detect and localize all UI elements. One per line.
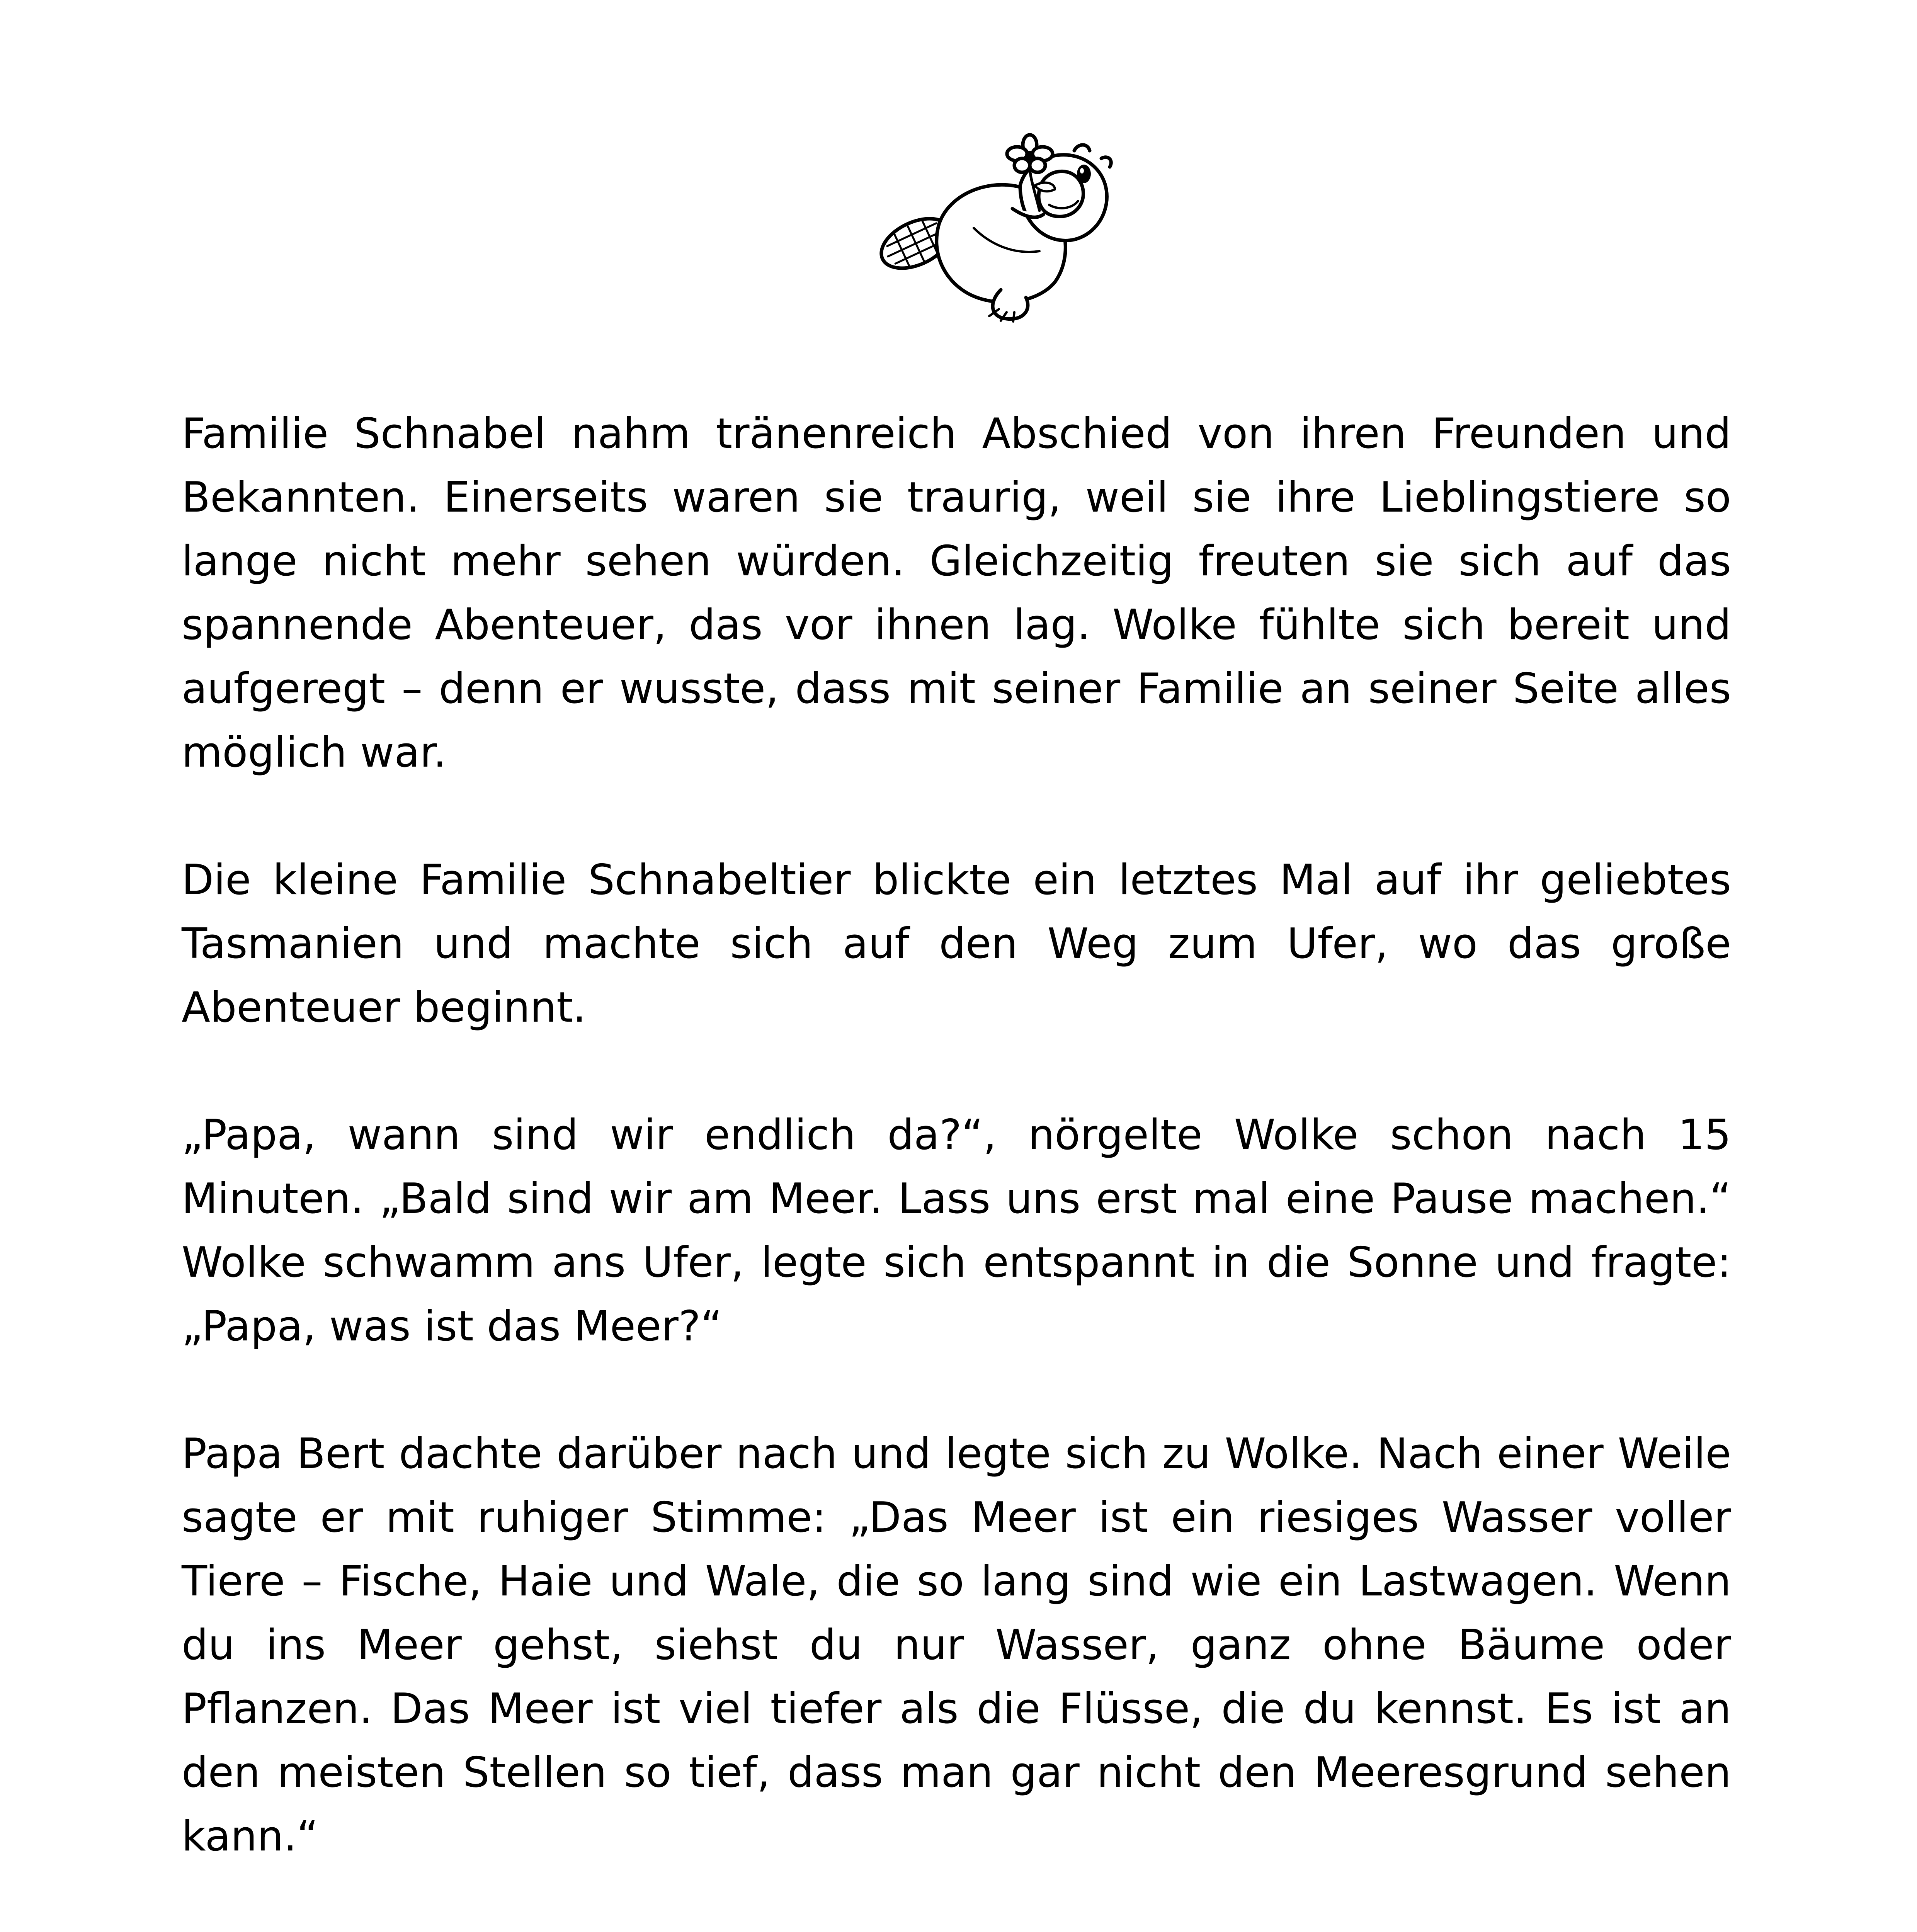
paragraph: Familie Schnabel nahm tränenreich Abschied von ihren Freunden und Bekannten. Einerseits waren sie traurig, weil sie ihre Lieblingstiere so lange nicht mehr sehen würden. Gleichzeitig freuten sie sich auf das spannende Abenteuer, das vor ihnen lag. Wolke fühlte sich bereit und aufgeregt – denn er wusste, dass mit seiner Familie an seiner Seite alles möglich war. (182, 410, 1731, 777)
platypus-with-flower-icon (873, 128, 1121, 328)
paragraph: Papa Bert dachte darüber nach und legte sich zu Wolke. Nach einer Weile sagte er mit ruhiger Stimme: „Das Meer ist ein riesiges Wasser voller Tiere – Fische, Haie und Wale, die so lang sind wie ein Lastwagen. Wenn du ins Meer gehst, siehst du nur Wasser, ganz ohne Bäume oder Pflanzen. Das Meer ist viel tiefer als die Flüsse, die du kennst. Es ist an den meisten Stellen so tief, dass man gar nicht den Meeresgrund sehen kann.“ (182, 1430, 1731, 1861)
paragraph: Die kleine Familie Schnabeltier blickte ein letztes Mal auf ihr geliebtes Tasmanien und machte sich auf den Weg zum Ufer, wo das große Abenteuer beginnt. (182, 856, 1731, 1032)
paragraph: „Papa, wann sind wir endlich da?“, nörgelte Wolke schon nach 15 Minuten. „Bald sind wir am Meer. Lass uns erst mal eine Pause machen.“ Wolke schwamm ans Ufer, legte sich entspannt in die Sonne und fragte: „Papa, was ist das Meer?“ (182, 1111, 1731, 1350)
story-text (182, 402, 1731, 1932)
